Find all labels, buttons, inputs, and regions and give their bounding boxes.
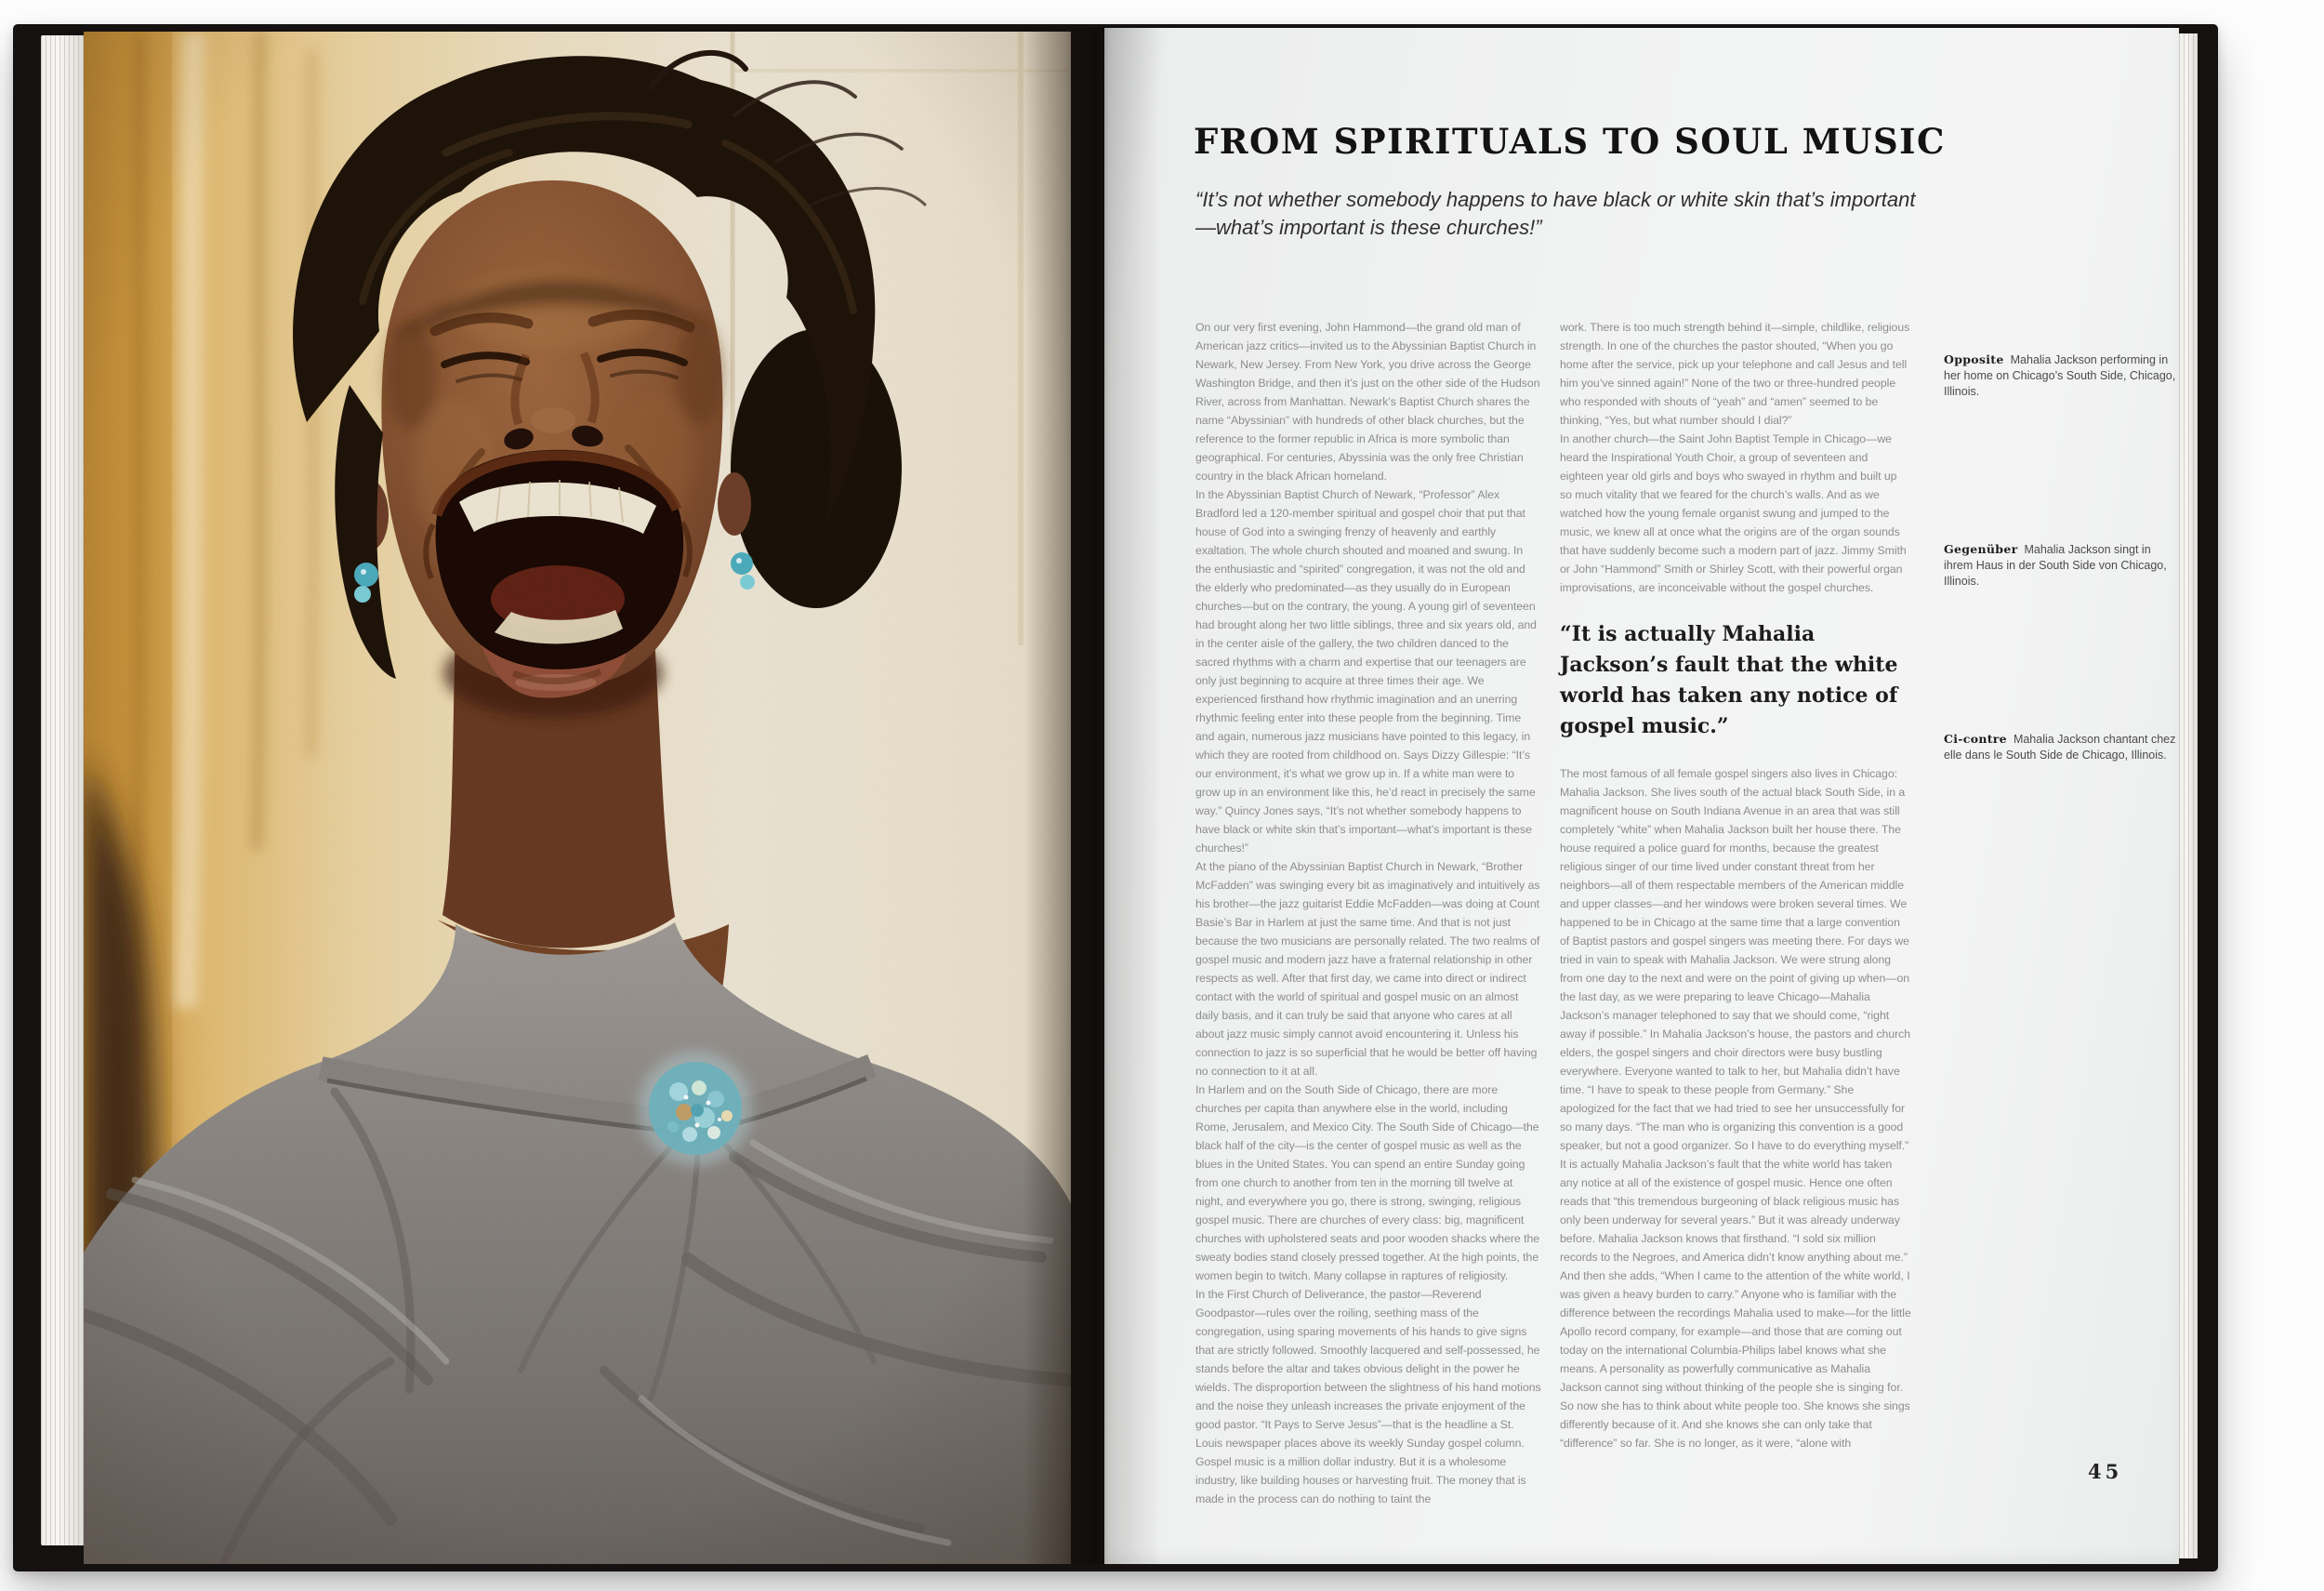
caption-french (1944, 731, 2179, 763)
page-stack-edge-left (41, 35, 84, 1545)
paragraph: In another church—the Saint John Baptist Temple in Chicago—we heard the Inspirational Youth Choir, a group of seventeen and eighteen year old girls and boys who swayed in rhythm and built up so much vitality that we feared for the church’s walls. And as we watched how the young female organist swung and jumped to the music, we knew all at once what the origins are of the organ sounds that have suddenly become such a modern part of jazz. Jimmy Smith or John “Hammond” Smith or Shirley Scott, with their powerful organ improvisations, are inconceivable without the gospel churches. (1560, 432, 1907, 594)
paragraph: work. There is too much strength behind it—simple, childlike, religious strength. In one of the churches the pastor shouted, “When you go home after the service, pick up your telephone and call Jesus and tell him you’ve sinned again!” None of the two or three-hundred people who responded with shouts of “yeah” and “amen” seemed to be thinking, “Yes, but what number should I dial?” (1560, 321, 1910, 427)
paragraph: At the piano of the Abyssinian Baptist Church in Newark, “Brother McFadden” was swinging every bit as imaginatively and intuitively as his brother—the jazz guitarist Eddie McFadden—was doing at Count Basie’s Bar in Harlem at just the same time. And that is not just because the two musicians are personally related. The two realms of gospel music and modern jazz have a fraternal relationship in other respects as well. After that first day, we came into direct or indirect contact with the world of spiritual and gospel music on an almost daily basis, and it can truly be said that anyone who cares at all about jazz music simply cannot avoid encountering it. Unless his connection to jazz is so superficial that he would be better off having no connection to it at all. (1195, 860, 1540, 1078)
caption-column (1944, 351, 2179, 905)
caption-text: Mahalia Jackson performing in her home on Chicago’s South Side, Chicago, Illinois. (1944, 353, 2176, 398)
page-subtitle: “It’s not whether somebody happens to have black or white skin that’s important—what’s important is these churches!” (1195, 188, 1916, 239)
paragraph: In Harlem and on the South Side of Chicago, there are more churches per capita than anywhere else in the world, including Rome, Jerusalem, and Mexico City. The South Side of Chicago—the black half of the city—is the center of gospel music as well as the blues in the United States. You can spend an entire Sunday going from one church to another from ten in the morning till twelve at night, and everywhere you go, there is strong, swinging, religious gospel music. There are churches of every class: big, magnificent churches with upholstered seats and poor wooden shacks where the sweaty bodies stand closely pressed together. At the high points, the women begin to twitch. Many collapse in raptures of religiosity. (1195, 1083, 1540, 1282)
paragraph: The most famous of all female gospel singers also lives in Chicago: Mahalia Jackson. She lives south of the actual black South Side, in a magnificent house on South Indiana Avenue in an area that was still completely “white” when Mahalia Jackson built her house there. The house required a police guard for months, because the greatest religious singer of our time lived under constant threat from her neighbors—all of them respectable members of the American middle and upper classes—and her windows were broken several times. We happened to be in Chicago at the same time that a large convention of Baptist pastors and gospel singers was meeting there. For days we tried in vain to speak with Mahalia Jackson. We were strung along from one day to the next and were on the point of giving up when—on the last day, as we were preparing to leave Chicago—Mahalia Jackson’s manager telephoned to say that we should come, “right away if possible.” In Mahalia Jackson’s house, the pastors and church elders, the gospel singers and choir directors were busy bustling everywhere. Everyone wanted to talk to her, but Mahalia didn’t have time. “I have to speak to these people from Germany.” She apologized for the fact that we had tried to see her unsuccessfully for so many days. “The man who is organizing this convention is a good speaker, but not a good organizer. So I have to do everything myself.” (1560, 767, 1911, 1152)
paragraph: In the Abyssinian Baptist Church of Newark, “Professor” Alex Bradford led a 120-member spiritual and gospel choir that put that house of God into a swinging frenzy of heavenly and earthly exaltation. The whole church shouted and moaned and swung. In the enthusiastic and “spirited” congregation, it was not the old and the elderly who predominated—as they usually do in European churches—but on the contrary, the young. A young girl of seventeen had brought along her two little siblings, three and six years old, and in the center aisle of the gallery, the two children danced to the sacred rhythms with a charm and expertise that our teenagers are only just beginning to acquire at three times their age. We experienced firsthand how rhythmic imagination and an unerring rhythmic feeling enter into these people from the beginning. Time and again, numerous jazz musicians have pointed to this legacy, in which they are rooted from childhood on. Says Dizzy Gillespie: “It’s our environment, it’s what we grow up in. If a white man were to grow up in an environment like this, he’d react in precisely the same way.” Quincy Jones says, “It’s not whether somebody happens to have black or white skin that’s important—what’s important is these churches!” (1195, 488, 1537, 855)
paragraph: On our very first evening, John Hammond—the grand old man of American jazz critics—invited us to the Abyssinian Baptist Church in Newark, New Jersey. From New York, you drive across the George Washington Bridge, and then it’s just on the other side of the Hudson River, across from Manhattan. Newark’s Baptist Church shares the name “Abyssinian” with hundreds of other black churches, but the reference to the former republic in Africa is more symbolic than geographical. For centuries, Abyssinia was the only free Christian country in the black African homeland. (1195, 321, 1540, 483)
right-text-page (1104, 28, 2179, 1564)
pull-quote: “It is actually Mahalia Jackson’s fault that the white world has taken any notice of gospel music.” (1560, 622, 1898, 738)
caption-text: Mahalia Jackson chantant chez elle dans le South Side de Chicago, Illinois. (1944, 733, 2176, 762)
page-number: 45 (2088, 1460, 2123, 1483)
mahalia-jackson-photo (84, 32, 1071, 1564)
caption-text: Mahalia Jackson singt in ihrem Haus in der South Side von Chicago, Illinois. (1944, 543, 2167, 588)
paragraph: In the First Church of Deliverance, the pastor—Reverend Goodpastor—rules over the roiling, seething mass of the congregation, using sparing movements of his hands to give signs that are strictly followed. Smoothly lacquered and self-possessed, he stands before the altar and takes obvious delight in the power he wields. The disproportion between the slightness of his hand motions and the noise they unleash increases the private enjoyment of the good pastor. “It Pays to Serve Jesus”—that is the headline a St. Louis newspaper places above its weekly Sunday gospel column. Gospel music is a million dollar industry. But it is a wholesome industry, like building houses or harvesting fruit. The money that is made in the process can do nothing to taint the (1195, 1288, 1541, 1505)
left-photo-page (84, 32, 1071, 1564)
page-stack-edge-right (2179, 33, 2198, 1558)
body-column-left (1195, 318, 1541, 1508)
body-column-right (1560, 318, 1911, 1452)
caption-lead: Opposite (1944, 352, 2004, 366)
caption-lead: Gegenüber (1944, 542, 2018, 556)
page-title: FROM SPIRITUALS TO SOUL MUSIC (1194, 121, 1946, 162)
caption-english (1944, 351, 2179, 400)
paragraph: It is actually Mahalia Jackson’s fault that the white world has taken any notice at all of the existence of gospel music. Hence one often reads that “this tremendous burgeoning of black religious music has only been underway for several years.” But it was already underway before. Mahalia Jackson knows that firsthand. “I sold six million records to the Negroes, and America didn’t know anything about me.” And then she adds, “When I came to the attention of the white world, I was given a heavy burden to carry.” Anyone who is familiar with the difference between the recordings Mahalia used to make—for the little Apollo record company, for example—and those that are coming out today on the international Columbia-Philips label knows what she means. A personality as powerfully communicative as Mahalia Jackson cannot sing without thinking of the people she is singing for. So now she has to think about white people too. She knows she sings differently because of it. And she knows she can only take that “difference” so far. She is no longer, as it were, “alone with (1560, 1158, 1911, 1450)
caption-german (1944, 541, 2179, 590)
caption-lead: Ci-contre (1944, 732, 2007, 746)
